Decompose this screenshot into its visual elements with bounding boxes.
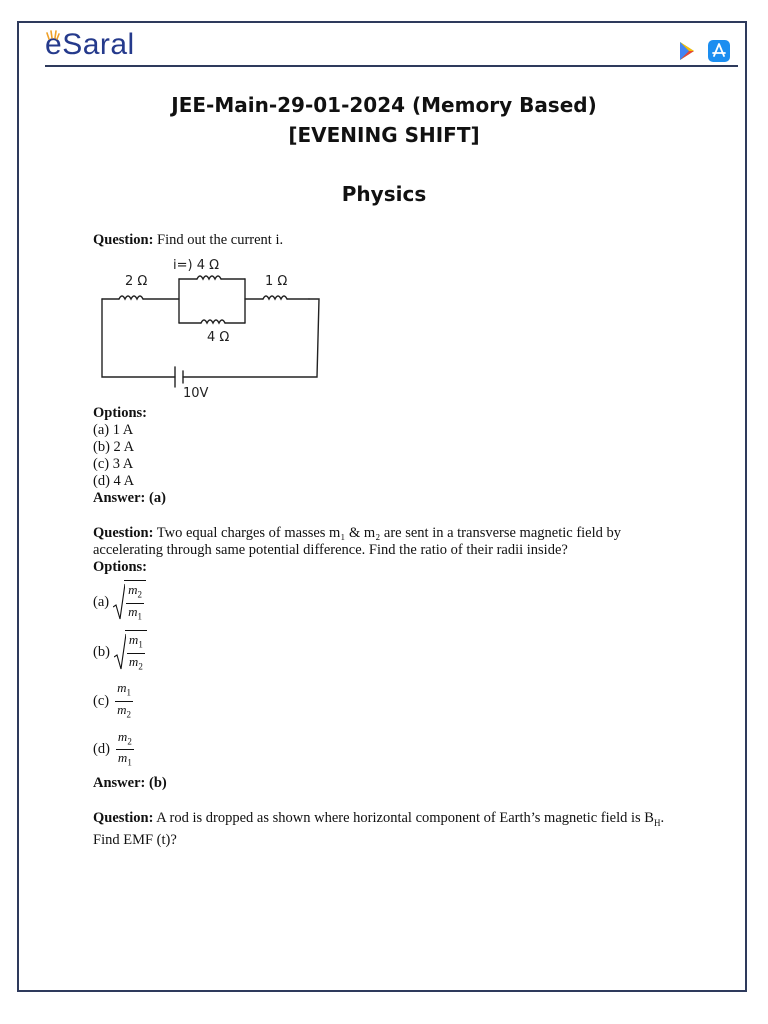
question-2-text: Question: Two equal charges of masses m₁ & m₂ are sent in a transverse magnetic field by accelerating through same potential difference. Find the ratio of their radii inside? [93,525,622,558]
app-store-icon[interactable] [708,40,730,62]
option-c: (c) 3 A [93,456,134,472]
sun-rays-icon [46,29,60,41]
page-title [0,90,768,150]
brand-name: Saral [62,28,135,61]
fraction: $\frac{m_2}{m_1}$ [117,728,132,768]
title-line-2: [EVENING SHIFT] [288,123,480,147]
question-3-line2: Find EMF (t)? [93,831,177,848]
circuit-diagram [97,259,337,399]
option-d: (d) $\frac{m_2}{m_1}$ [93,729,673,771]
question-2 [93,525,673,792]
options-label: Options: [93,559,147,575]
resistor-label-bottom-4ohm: 4 Ω [207,330,230,345]
answer: Answer: (b) [93,774,167,791]
question-content [93,232,673,849]
play-store-icon[interactable] [676,40,698,62]
resistor-label-1ohm: 1 Ω [265,274,288,289]
store-icons [676,40,730,62]
battery-label: 10V [183,386,209,399]
header-rule [45,65,738,67]
resistor-label-2ohm: 2 Ω [125,274,148,289]
subject-heading: Physics [341,182,427,206]
fraction: $\frac{m_1}{m_2}$ [117,680,131,720]
header [45,28,738,68]
fraction: $\frac{m_1}{m_2}$ [125,630,147,674]
option-d: (d) 4 A [93,473,135,489]
question-1-text: Question: Find out the current i. [93,232,284,248]
question-3-text: Question: A rod is dropped as shown where horizontal component of Earth’s magnetic field is $B_H$. [93,809,665,828]
resistor-label-top-4ohm: i=) 4 Ω [173,259,220,273]
option-b: (b) $\frac{m_1}{m_2}$ [93,630,673,674]
answer: Answer: (a) [93,490,166,506]
question-3 [93,810,673,849]
option-a: (a) 1 A [93,422,134,438]
option-b: (b) 2 A [93,439,135,455]
title-line-1: JEE-Main-29-01-2024 (Memory Based) [171,93,597,117]
logo-e: e [45,28,63,61]
option-a: (a) $\frac{m_2}{m_1}$ [93,580,673,624]
fraction: $\frac{m_2}{m_1}$ [124,580,146,624]
question-1 [93,232,673,507]
esaral-logo[interactable] [45,28,135,62]
options-label: Options: [93,405,147,421]
option-c: (c) $\frac{m_1}{m_2}$ [93,680,673,722]
